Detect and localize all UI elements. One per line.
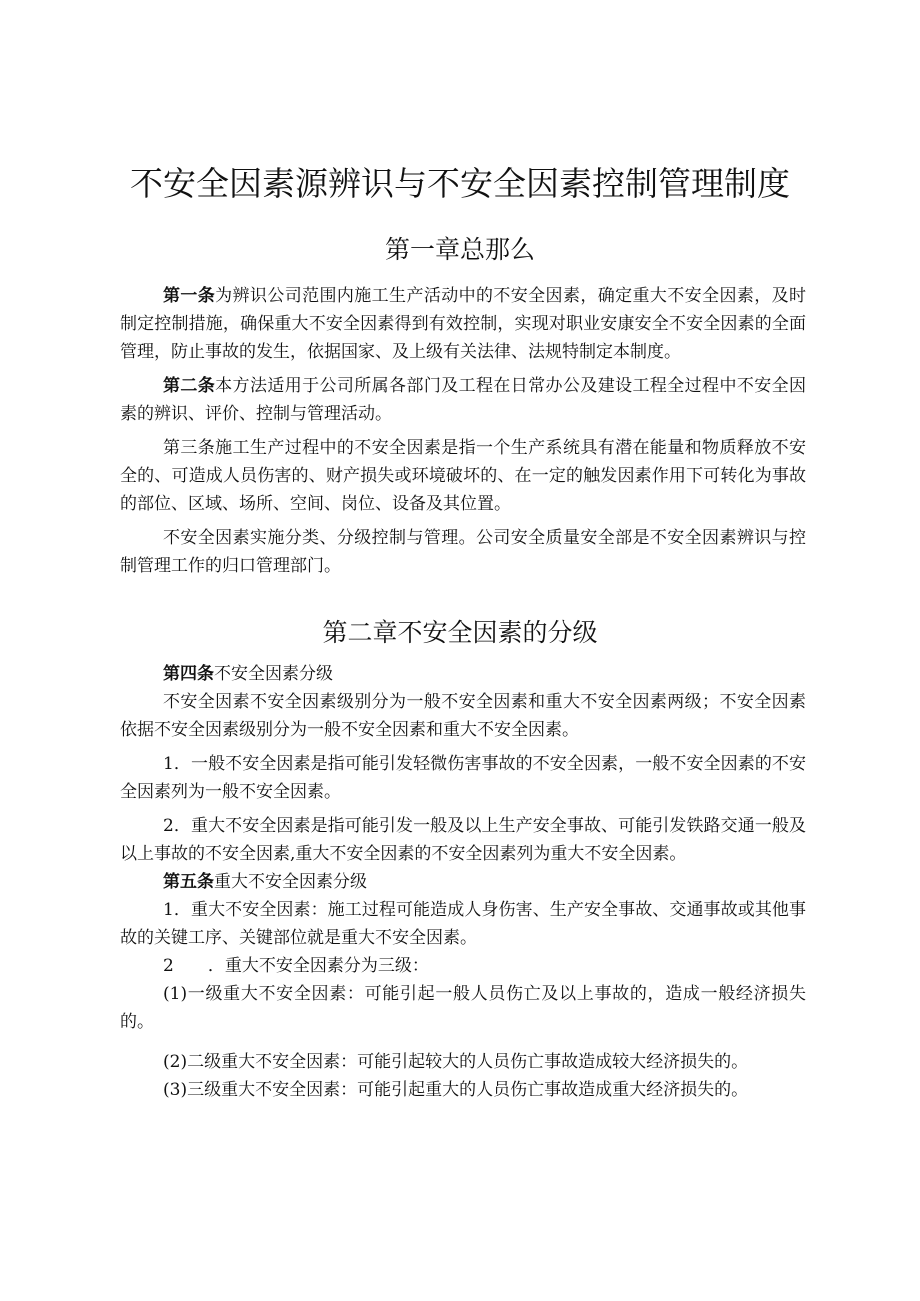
article-1-text: 为辨识公司范围内施工生产活动中的不安全因素，确定重大不安全因素，及时制定控制措施，确保重大不安全因素得到有效控制，实现对职业安康安全不安全因素的全面管理，防止事故的发生，依据国家、及上级有关法律、法规特制定本制度。 <box>120 286 807 362</box>
article-4-item-2: 2．重大不安全因素是指可能引发一般及以上生产安全事故、可能引发铁路交通一般及以上事故的不安全因素,重大不安全因素的不安全因素列为重大不安全因素。 <box>120 816 806 864</box>
article-4-heading <box>120 660 806 688</box>
article-5-item-2: 2 ．重大不安全因素分为三级： <box>163 956 429 976</box>
article-4-label: 第四条 <box>163 664 214 684</box>
article-5-subitem-1: (1)一级重大不安全因素：可能引起一般人员伤亡及以上事故的，造成一般经济损失的。 <box>120 984 806 1032</box>
chapter-2-heading: 第二章不安全因素的分级 <box>322 618 598 647</box>
article-2 <box>120 372 806 428</box>
article-5-subitem-2: (2)二级重大不安全因素：可能引起较大的人员伤亡事故造成较大经济损失的。 <box>163 1052 749 1072</box>
chapter-1-heading: 第一章总那么 <box>384 235 535 264</box>
article-2-label: 第二条 <box>163 376 216 396</box>
article-3: 第三条施工生产过程中的不安全因素是指一个生产系统具有潜在能量和物质释放不安全的、可造成人员伤害的、财产损失或环境破坏的、在一定的触发因素作用下可转化为事故的部位、区域、场所、空间、岗位、设备及其位置。 <box>120 438 806 514</box>
article-2-text: 本方法适用于公司所属各部门及工程在日常办公及建设工程全过程中不安全因素的辨识、评价、控制与管理活动。 <box>120 376 807 424</box>
article-5-item-1: 1．重大不安全因素：施工过程可能造成人身伤害、生产安全事故、交通事故或其他事故的关键工序、关键部位就是重大不安全因素。 <box>120 900 806 948</box>
article-5-subitem-3: (3)三级重大不安全因素：可能引起重大的人员伤亡事故造成重大经济损失的。 <box>163 1080 749 1100</box>
chapter-2-body <box>120 660 806 1104</box>
article-5-label: 第五条 <box>163 872 214 892</box>
article-5-heading <box>120 868 806 896</box>
article-1-label: 第一条 <box>163 286 216 306</box>
article-4-paragraph: 不安全因素不安全因素级别分为一般不安全因素和重大不安全因素两级；不安全因素依据不安全因素级别分为一般不安全因素和重大不安全因素。 <box>120 692 806 740</box>
document-title: 不安全因素源辨识与不安全因素控制管理制度 <box>130 164 790 203</box>
article-5-title: 重大不安全因素分级 <box>214 872 367 892</box>
article-4-item-1: 1．一般不安全因素是指可能引发轻微伤害事故的不安全因素，一般不安全因素的不安全因素列为一般不安全因素。 <box>120 754 806 802</box>
chapter-1-closing-paragraph: 不安全因素实施分类、分级控制与管理。公司安全质量安全部是不安全因素辨识与控制管理工作的归口管理部门。 <box>120 528 806 576</box>
article-4-title: 不安全因素分级 <box>214 664 333 684</box>
article-1 <box>120 282 806 366</box>
chapter-1-body <box>120 282 806 580</box>
